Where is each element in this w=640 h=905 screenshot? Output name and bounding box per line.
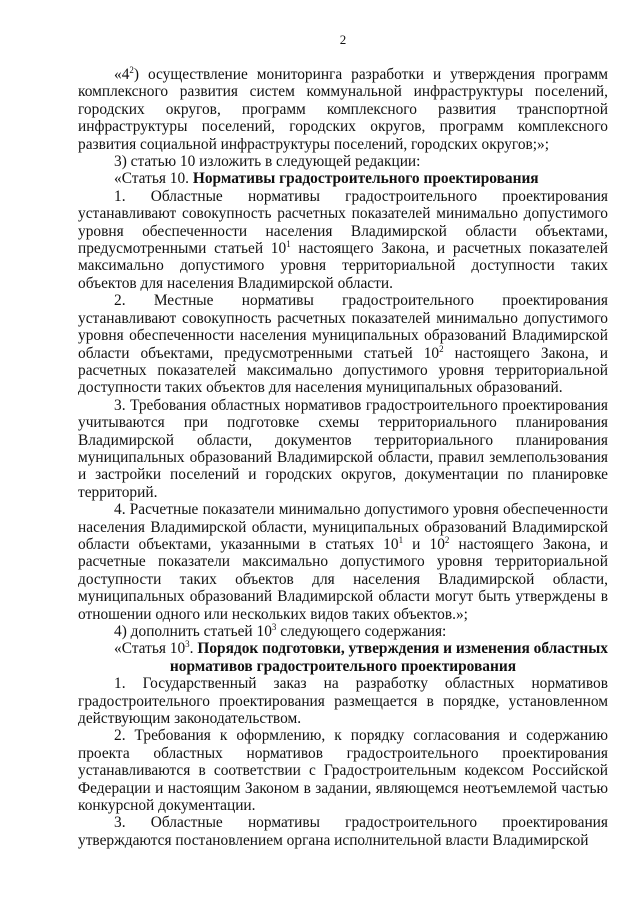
superscript: 2 (439, 343, 444, 354)
article-10-clause-1 (78, 188, 608, 292)
text-run: 4) дополнить статьей 10 (114, 623, 272, 640)
article-10-3-clause-2: 2. Требования к оформлению, к порядку согласования и содержанию проекта областных нормативов градостроительного проектирования устанавливаются в соответствии с Градостроительным кодексом Российской Федерации и настоящим Законом в задании, являющемся неотъемлемой частью конкурсной документации. (78, 727, 608, 815)
article-10-clause-4 (78, 501, 608, 623)
superscript: 2 (444, 534, 450, 545)
superscript: 3 (185, 639, 190, 650)
article-10-3-clause-3: 3. Областные нормативы градостроительного проектирования утверждаются постановлением органа исполнительной власти Владимирской (78, 814, 608, 849)
article-10-3-clause-1: 1. Государственный заказ на разработку областных нормативов градостроительного проектирования размещается в порядке, установленном действующим законодательством. (78, 675, 608, 728)
paragraph-item-4 (78, 623, 608, 640)
superscript: 1 (398, 534, 404, 545)
text-run: настоящего Закона, и расчетных показателей максимально допустимого уровня территориальной доступности таких объектов для населения Владимирской области. (78, 240, 608, 292)
text-run: настоящего Закона, и расчетных показателей максимально допустимого уровня территориальной доступности таких объектов для населения муниципальных образований. (78, 344, 608, 397)
article-label: «Статья 10 (114, 640, 186, 658)
article-label: «Статья 10. (114, 170, 193, 188)
article-10-clause-3: 3. Требования областных нормативов градостроительного проектирования учитываются при подготовке схемы территориального планирования Владимирской области, документов территориального планирования муниципальных образований Владимирской области, правил землепользования и застройки поселений и городских округов, документации по планировке территорий. (78, 396, 608, 501)
text-run: «4 (114, 66, 130, 83)
article-10-3-heading (78, 640, 608, 657)
text-run: 1. Областные нормативы градостроительного проектирования устанавливают совокупность расчетных показателей минимально допустимого уровня обеспеченности населения Владимирской области объектами, предусмотренными статьей 10 (78, 187, 608, 258)
article-title: Порядок подготовки, утверждения и изменения областных (197, 640, 608, 658)
article-10-clause-2 (78, 292, 608, 396)
text-run: 2. Местные нормативы градостроительного проектирования устанавливают совокупность расчетных показателей минимально допустимого уровня обеспеченности населения муниципальных образований Владимирской области объектами, предусмотренными статьей 10 (78, 292, 608, 362)
text-run: и 10 (403, 535, 445, 553)
text-run: 4. Расчетные показатели минимально допустимого уровня обеспеченности населения Владимирской области, муниципальных образований Владимирской области объектами, указанными в статьях 10 (78, 501, 608, 553)
article-title: Нормативы градостроительного проектирования (192, 170, 539, 188)
text-run: следующего содержания: (276, 623, 447, 640)
paragraph-item-4-2 (78, 66, 608, 153)
text-run: настоящего Закона, и расчетные показатели максимально допустимого уровня территориальной доступности таких объектов для населения Владимирской области, муниципальных образований Владимирской области могут быть утверждены в отношении одного или нескольких видов таких объектов.»; (78, 535, 609, 623)
superscript: 1 (286, 238, 291, 249)
article-10-3-title-line-2: нормативов градостроительного проектирования (169, 657, 517, 675)
text-run: ) осуществление мониторинга разработки и утверждения программ комплексного развития систем коммунальной инфраструктуры поселений, городских округов, программ комплексного развития транспортной инфраструктуры поселений, городских округов, программ комплексного развития социальной инфраструктуры поселений, городских округов;»; (78, 66, 608, 153)
superscript: 2 (129, 64, 134, 75)
page-number: 2 (339, 32, 347, 47)
superscript: 3 (271, 621, 277, 632)
article-10-heading (78, 170, 608, 187)
paragraph-item-3: 3) статью 10 изложить в следующей редакции: (114, 153, 421, 171)
article-label: . (189, 640, 198, 658)
